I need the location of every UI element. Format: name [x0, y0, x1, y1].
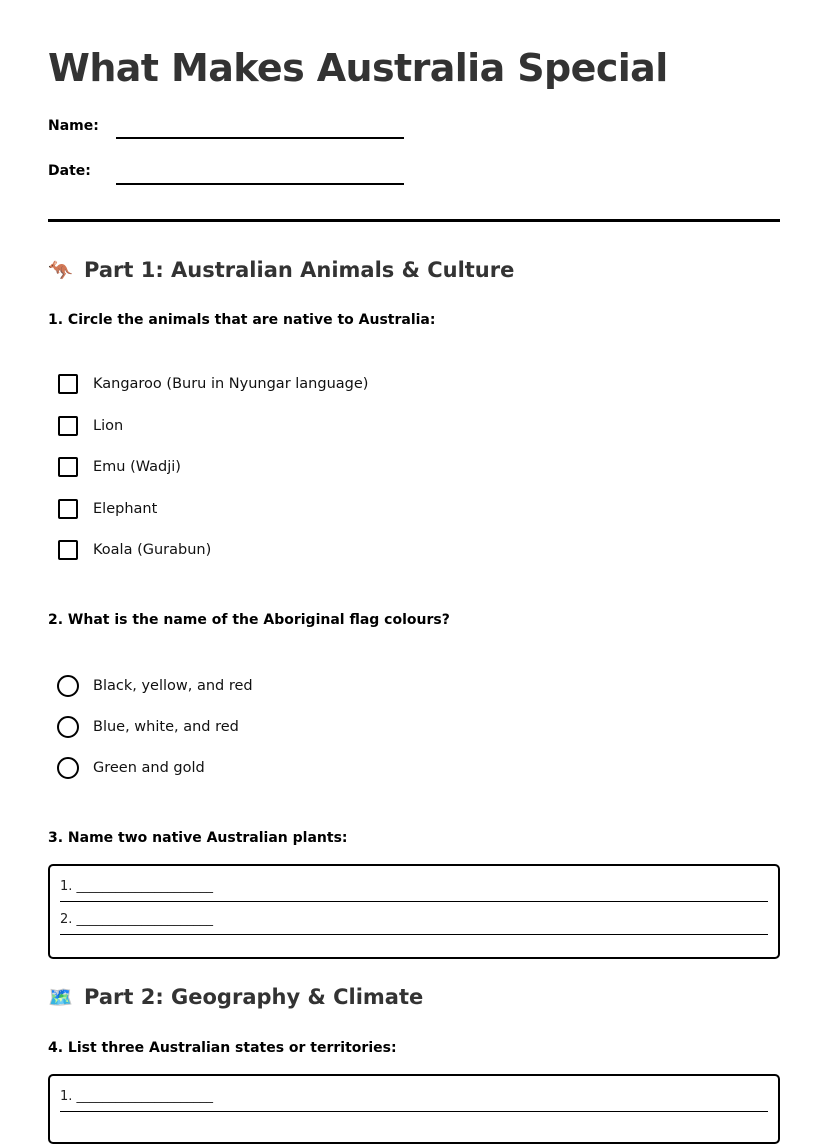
page-title: What Makes Australia Special: [48, 46, 668, 90]
radio-button[interactable]: [57, 757, 79, 779]
header-divider: [48, 219, 780, 222]
name-label: Name:: [48, 118, 99, 134]
date-field[interactable]: [116, 183, 404, 185]
option-label: Black, yellow, and red: [93, 678, 253, 694]
option-label: Kangaroo (Buru in Nyungar language): [93, 376, 369, 392]
radio-button[interactable]: [57, 716, 79, 738]
kangaroo-icon: 🦘: [48, 258, 73, 282]
radio-button[interactable]: [57, 675, 79, 697]
q3-answer-box[interactable]: [48, 864, 780, 959]
option-label: Emu (Wadji): [93, 459, 181, 475]
answer-line[interactable]: 2. _____________________: [60, 912, 768, 935]
part2-heading-text: Part 2: Geography & Climate: [84, 985, 424, 1009]
part1-heading: [48, 258, 514, 282]
answer-line[interactable]: 1. _____________________: [60, 879, 768, 902]
date-label: Date:: [48, 163, 91, 179]
q1-option-koala[interactable]: [58, 540, 211, 560]
checkbox[interactable]: [58, 457, 78, 477]
checkbox[interactable]: [58, 416, 78, 436]
checkbox[interactable]: [58, 540, 78, 560]
answer-line[interactable]: 1. _____________________: [60, 1089, 768, 1112]
question-1: 1. Circle the animals that are native to Australia:: [48, 312, 436, 328]
option-label: Blue, white, and red: [93, 719, 239, 735]
option-label: Koala (Gurabun): [93, 542, 212, 558]
question-4: 4. List three Australian states or territories:: [48, 1040, 397, 1056]
option-label: Green and gold: [93, 760, 205, 776]
q2-option-black-yellow-red[interactable]: [58, 675, 253, 697]
q1-option-elephant[interactable]: [58, 499, 157, 519]
q2-option-green-gold[interactable]: [58, 757, 205, 779]
q1-option-kangaroo[interactable]: [58, 374, 368, 394]
option-label: Elephant: [93, 501, 158, 517]
name-field[interactable]: [116, 137, 404, 139]
q2-option-blue-white-red[interactable]: [58, 716, 239, 738]
checkbox[interactable]: [58, 499, 78, 519]
q4-answer-box[interactable]: [48, 1074, 780, 1144]
question-2: 2. What is the name of the Aboriginal flag colours?: [48, 612, 450, 628]
q1-option-emu[interactable]: [58, 457, 181, 477]
map-icon: 🗺️: [48, 985, 73, 1009]
part2-heading: [48, 985, 423, 1009]
checkbox[interactable]: [58, 374, 78, 394]
question-3: 3. Name two native Australian plants:: [48, 830, 348, 846]
part1-heading-text: Part 1: Australian Animals & Culture: [84, 258, 515, 282]
q1-option-lion[interactable]: [58, 416, 123, 436]
option-label: Lion: [93, 418, 124, 434]
